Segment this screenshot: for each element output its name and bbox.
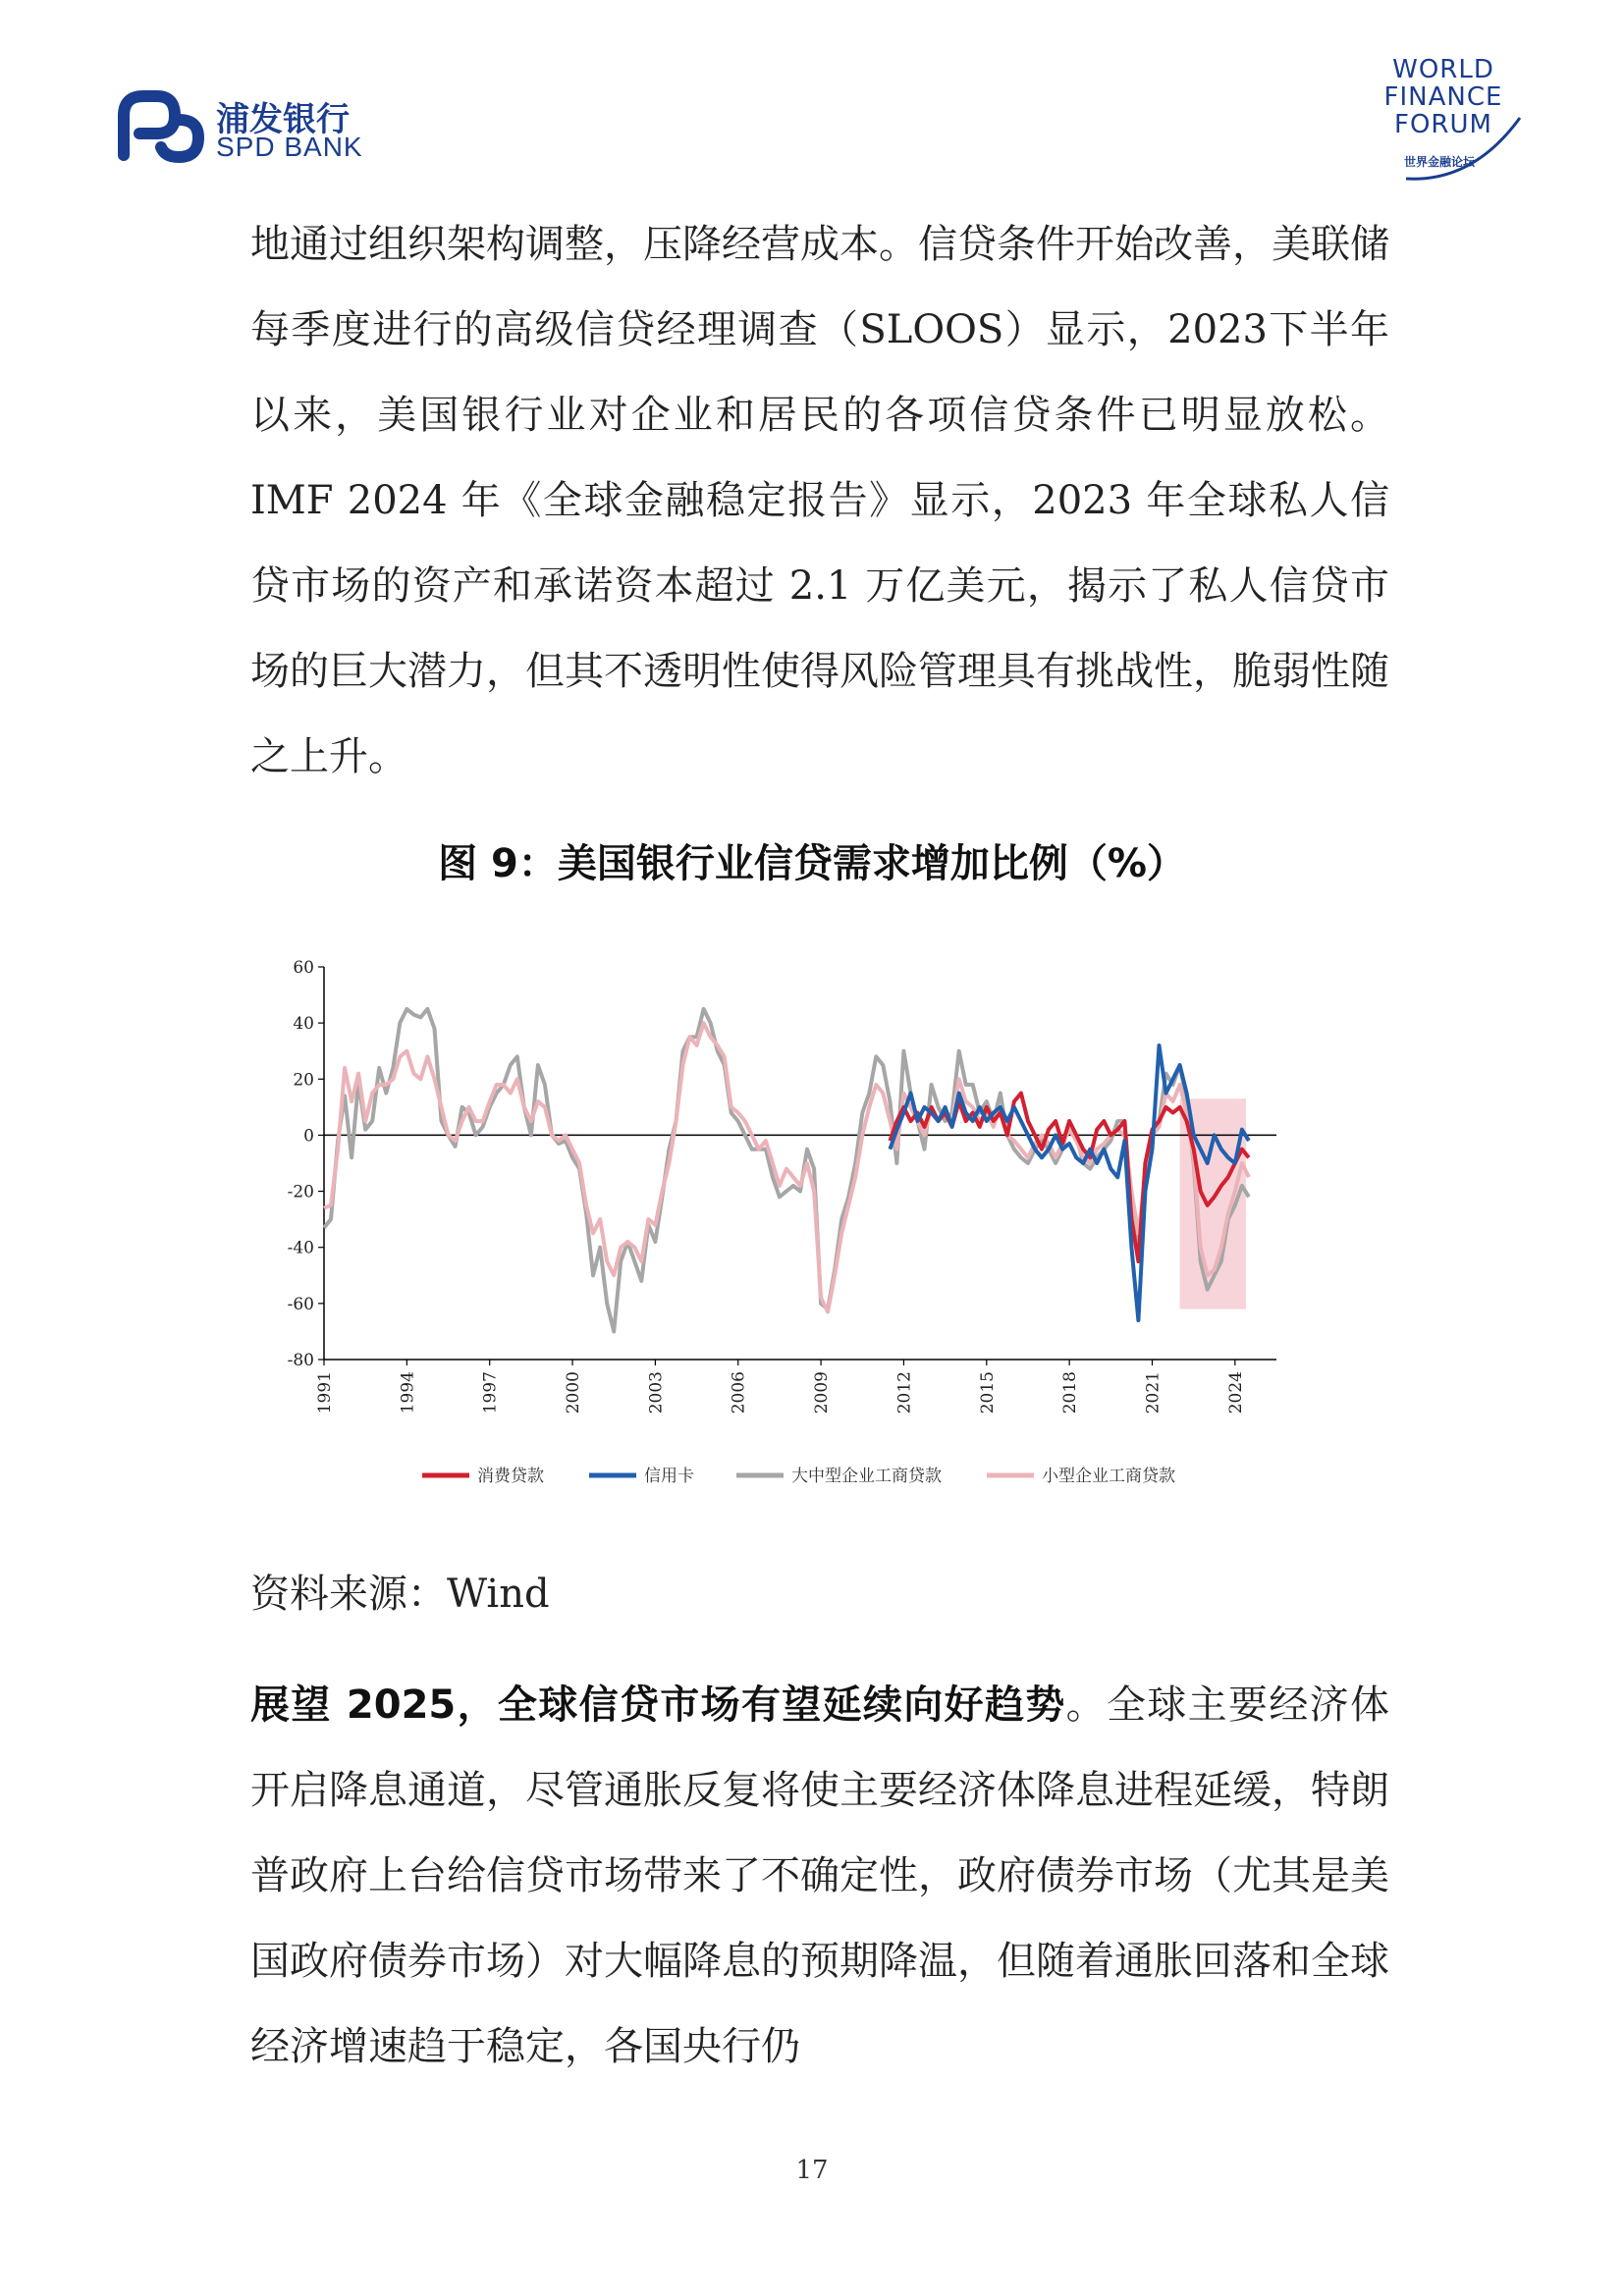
paragraph-2-lead: 展望 2025，全球信贷市场有望延续向好趋势: [250, 1682, 1066, 1728]
y-tick-label: 40: [293, 1014, 314, 1035]
line-chart: [275, 947, 1375, 1507]
chart-legend: [422, 1467, 1175, 1486]
figure-caption: 图 9：美国银行业信贷需求增加比例（%）: [438, 841, 1186, 886]
x-tick-label: 1994: [398, 1371, 418, 1415]
y-tick-label: -60: [287, 1294, 314, 1314]
y-tick-label: -40: [287, 1238, 314, 1258]
legend-label: 消费贷款: [477, 1467, 544, 1486]
world-finance-forum-logo: [1355, 55, 1532, 192]
paragraph-1: 地通过组织架构调整，压降经营成本。信贷条件开始改善，美联储每季度进行的高级信贷经理调查（SLOOS）显示，2023下半年以来，美国银行业对企业和居民的各项信贷条件已明显放松。IMF 2024 年《全球金融稳定报告》显示，2023 年全球私人信贷市场的资产和承诺资本超过 2.1 万亿美元，揭示了私人信贷市场的巨大潜力，但其不透明性使得风险管理具有挑战性，脆弱性随之上升。: [250, 222, 1389, 779]
wff-line-3: FORUM: [1394, 110, 1492, 139]
y-tick-label: 20: [293, 1070, 314, 1091]
y-tick-label: 60: [293, 958, 314, 978]
spd-bank-mark-icon: [118, 86, 206, 165]
spd-name-en: SPD BANK: [216, 132, 363, 162]
x-tick-label: 2000: [564, 1371, 584, 1415]
x-tick-label: 2018: [1060, 1371, 1081, 1415]
legend-label: 信用卡: [644, 1467, 694, 1486]
x-tick-label: 2006: [729, 1371, 749, 1415]
paragraph-2: [250, 1663, 1389, 2090]
x-tick-label: 2009: [812, 1371, 833, 1415]
x-tick-label: 2024: [1225, 1371, 1246, 1415]
y-tick-label: 0: [303, 1126, 314, 1147]
spd-name-cn: 浦发银行: [216, 100, 350, 139]
x-tick-label: 2021: [1143, 1371, 1164, 1415]
legend-label: 小型企业工商贷款: [1042, 1467, 1175, 1486]
page-number: 17: [795, 2156, 829, 2185]
legend-label: 大中型企业工商贷款: [791, 1467, 942, 1486]
x-tick-label: 1991: [315, 1371, 335, 1415]
wff-line-2: FINANCE: [1383, 82, 1503, 112]
y-tick-label: -80: [287, 1351, 314, 1370]
wff-swoosh-icon: [1355, 55, 1532, 192]
wff-name-cn: 世界金融论坛: [1404, 155, 1476, 169]
x-tick-label: 2003: [646, 1371, 667, 1415]
chart-series: [324, 1009, 1249, 1332]
wff-line-1: WORLD: [1392, 55, 1494, 84]
y-tick-label: -20: [287, 1182, 314, 1202]
x-tick-label: 2012: [894, 1371, 915, 1415]
spd-bank-logo: [118, 86, 373, 165]
x-tick-label: 1997: [480, 1371, 501, 1415]
x-tick-label: 2015: [977, 1371, 998, 1415]
paragraph-2-rest: 。全球主要经济体开启降息通道，尽管通胀反复将使主要经济体降息进程延缓，特朗普政府上台给信贷市场带来了不确定性，政府债券市场（尤其是美国政府债券市场）对大幅降息的预期降温，但随着通胀回落和全球经济增速趋于稳定，各国央行仍: [250, 1682, 1389, 2069]
page-header: [0, 0, 1624, 196]
source-note: 资料来源：Wind: [250, 1572, 550, 1617]
